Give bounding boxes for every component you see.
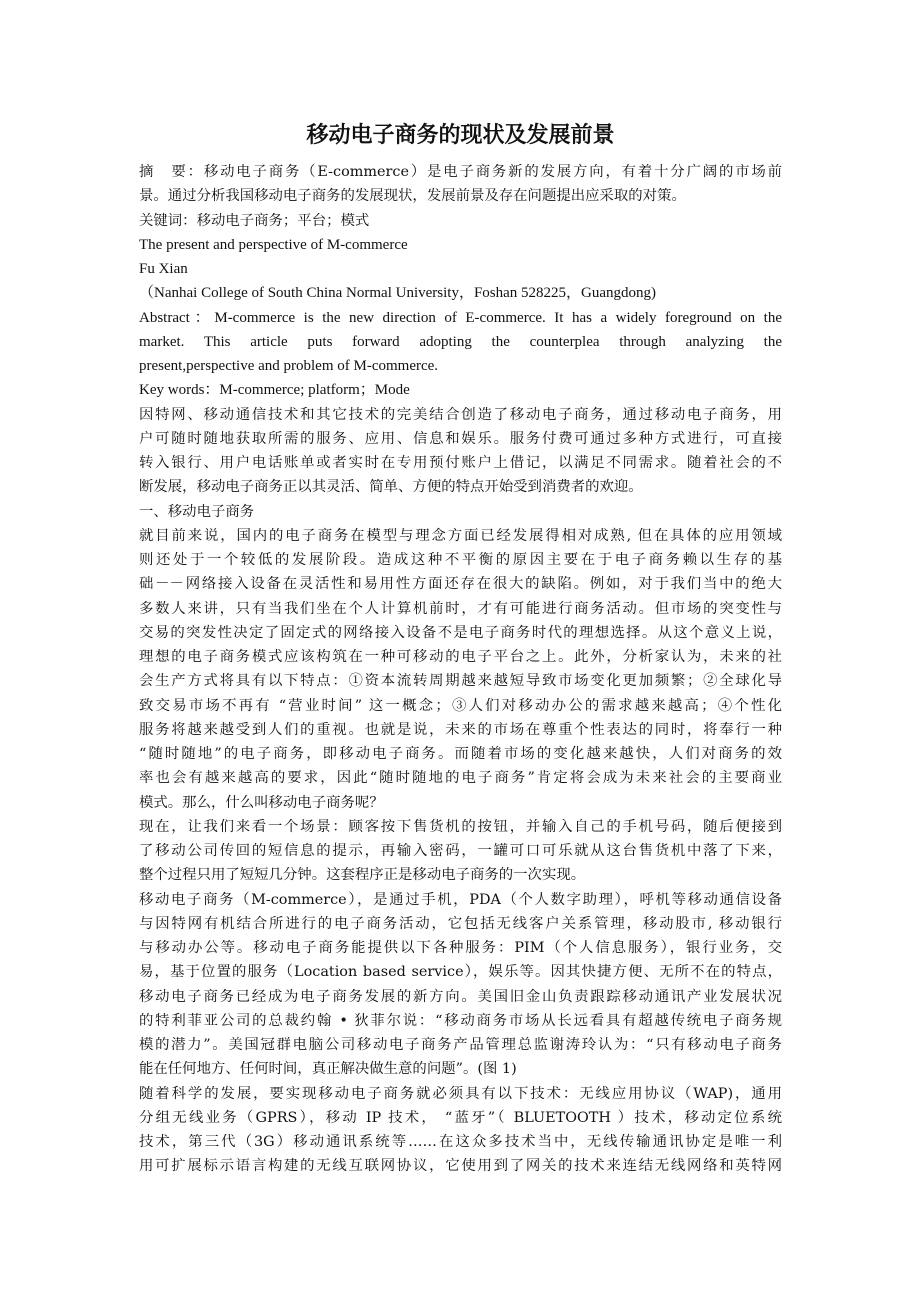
document-title: 移动电子商务的现状及发展前景 bbox=[306, 123, 615, 148]
text-line: 现在，让我们来看一个场景：顾客按下售货机的按钮，并输入自己的手机号码，随后便接到 bbox=[139, 818, 782, 835]
text-line: 易，基于位置的服务（Location based service），娱乐等。因其快捷方便、无所不在的特点， bbox=[139, 964, 782, 981]
text-line: Key words：M-commerce; platform；Mode bbox=[139, 382, 410, 399]
text-line: present,perspective and problem of M-commerce. bbox=[139, 358, 439, 374]
text-line: 就目前来说，国内的电子商务在模型与理念方面已经发展得相对成熟, 但在具体的应用领域 bbox=[139, 527, 782, 544]
text-line: 随着科学的发展，要实现移动电子商务就必须具有以下技术：无线应用协议（WAP)，通用 bbox=[139, 1085, 782, 1102]
text-line: 技术，第三代（3G）移动通讯系统等……在这众多技术当中，无线传输通讯协定是唯一利 bbox=[139, 1134, 782, 1150]
text-line: 断发展，移动电子商务正以其灵活、简单、方便的特点开始受到消费者的欢迎。 bbox=[139, 479, 643, 496]
text-line: 分组无线业务（GPRS），移动 IP 技术， “蓝牙”（ BLUETOOTH ）技术，移动定位系统 bbox=[139, 1109, 782, 1126]
text-line: 关键词：移动电子商务；平台；模式 bbox=[139, 212, 370, 229]
document-body bbox=[139, 160, 782, 1179]
text-line: 与移动办公等。移动电子商务能提供以下各种服务：PIM（个人信息服务），银行业务，交 bbox=[139, 940, 782, 956]
text-line: 用可扩展标示语言构建的无线互联网协议，它使用到了网关的技术来连结无线网络和英特网 bbox=[139, 1158, 782, 1175]
text-line: 与因特网有机结合所进行的电子商务活动，它包括无线客户关系管理，移动股市, 移动银行 bbox=[139, 915, 782, 932]
text-line: 服务将越来越受到人们的重视。也就是说，未来的市场在尊重个性表达的同时，将奉行一种 bbox=[139, 721, 782, 738]
text-line: 致交易市场不再有 “营业时间” 这一概念；③人们对移动办公的需求越来越高；④个性化 bbox=[139, 697, 782, 714]
text-line: （Nanhai College of South China Normal University，Foshan 528225，Guangdong) bbox=[139, 285, 657, 302]
text-line: “随时随地”的电子商务，即移动电子商务。而随着市场的变化越来越快，人们对商务的效 bbox=[139, 746, 782, 762]
text-line: 交易的突发性决定了固定式的网络接入设备不是电子商务时代的理想选择。从这个意义上说， bbox=[139, 624, 782, 641]
text-line: 移动电子商务（M-commerce），是通过手机，PDA（个人数字助理），呼机等移动通信设备 bbox=[139, 891, 782, 908]
text-line: 一、移动电子商务 bbox=[139, 503, 255, 520]
text-line: Abstract：M-commerce is the new direction of E-commerce. It has a widely foreground on the bbox=[139, 309, 782, 326]
text-line: 会生产方式将具有以下特点：①资本流转周期越来越短导致市场变化更加频繁；②全球化导 bbox=[139, 673, 782, 690]
text-line: 户可随时随地获取所需的服务、应用、信息和娱乐。服务付费可通过多种方式进行，可直接 bbox=[139, 430, 782, 447]
text-line: 多数人来讲，只有当我们坐在个人计算机前时，才有可能进行商务活动。但市场的突变性与 bbox=[139, 600, 782, 617]
text-line: 移动电子商务已经成为电子商务发展的新方向。美国旧金山负责跟踪移动通讯产业发展状况 bbox=[139, 988, 782, 1005]
text-line: 模式。那么，什么叫移动电子商务呢？ bbox=[139, 794, 384, 811]
text-line: market. This article puts forward adopting the counterplea through analyzing the bbox=[139, 333, 782, 350]
text-line: 摘 要：移动电子商务（E-commerce）是电子商务新的发展方向，有着十分广阔的市场前 bbox=[139, 164, 782, 180]
text-line: 率也会有越来越高的要求，因此“随时随地的电子商务”肯定将会成为未来社会的主要商业 bbox=[139, 770, 782, 787]
text-line: 整个过程只用了短短几分钟。这套程序正是移动电子商务的一次实现。 bbox=[139, 867, 586, 884]
text-line: 理想的电子商务模式应该构筑在一种可移动的电子平台之上。此外，分析家认为，未来的社 bbox=[139, 649, 782, 665]
text-line: 模的潜力”。美国冠群电脑公司移动电子商务产品管理总监谢涛玲认为：“只有移动电子商务 bbox=[139, 1037, 782, 1053]
text-line: 转入银行、用户电话账单或者实时在专用预付账户上借记，以满足不同需求。随着社会的不 bbox=[139, 455, 782, 471]
text-line: 了移动公司传回的短信息的提示，再输入密码，一罐可口可乐就从这台售货机中落了下来， bbox=[139, 843, 782, 859]
text-line: 景。通过分析我国移动电子商务的发展现状，发展前景及存在问题提出应采取的对策。 bbox=[139, 188, 686, 205]
text-line: 因特网、移动通信技术和其它技术的完美结合创造了移动电子商务，通过移动电子商务，用 bbox=[139, 406, 782, 423]
text-line: The present and perspective of M-commerce bbox=[139, 236, 408, 253]
text-line: 能在任何地方、任何时间，真正解决做生意的问题”。(图 1) bbox=[139, 1061, 517, 1078]
text-line: 的特利菲亚公司的总裁约翰 • 狄菲尔说：“移动商务市场从长远看具有超越传统电子商务规 bbox=[139, 1012, 782, 1029]
text-line: Fu Xian bbox=[139, 261, 188, 277]
text-line: 则还处于一个较低的发展阶段。造成这种不平衡的原因主要在于电子商务赖以生存的基 bbox=[139, 552, 782, 568]
text-line: 础－－网络接入设备在灵活性和易用性方面还存在很大的缺陷。例如，对于我们当中的绝大 bbox=[139, 576, 782, 593]
